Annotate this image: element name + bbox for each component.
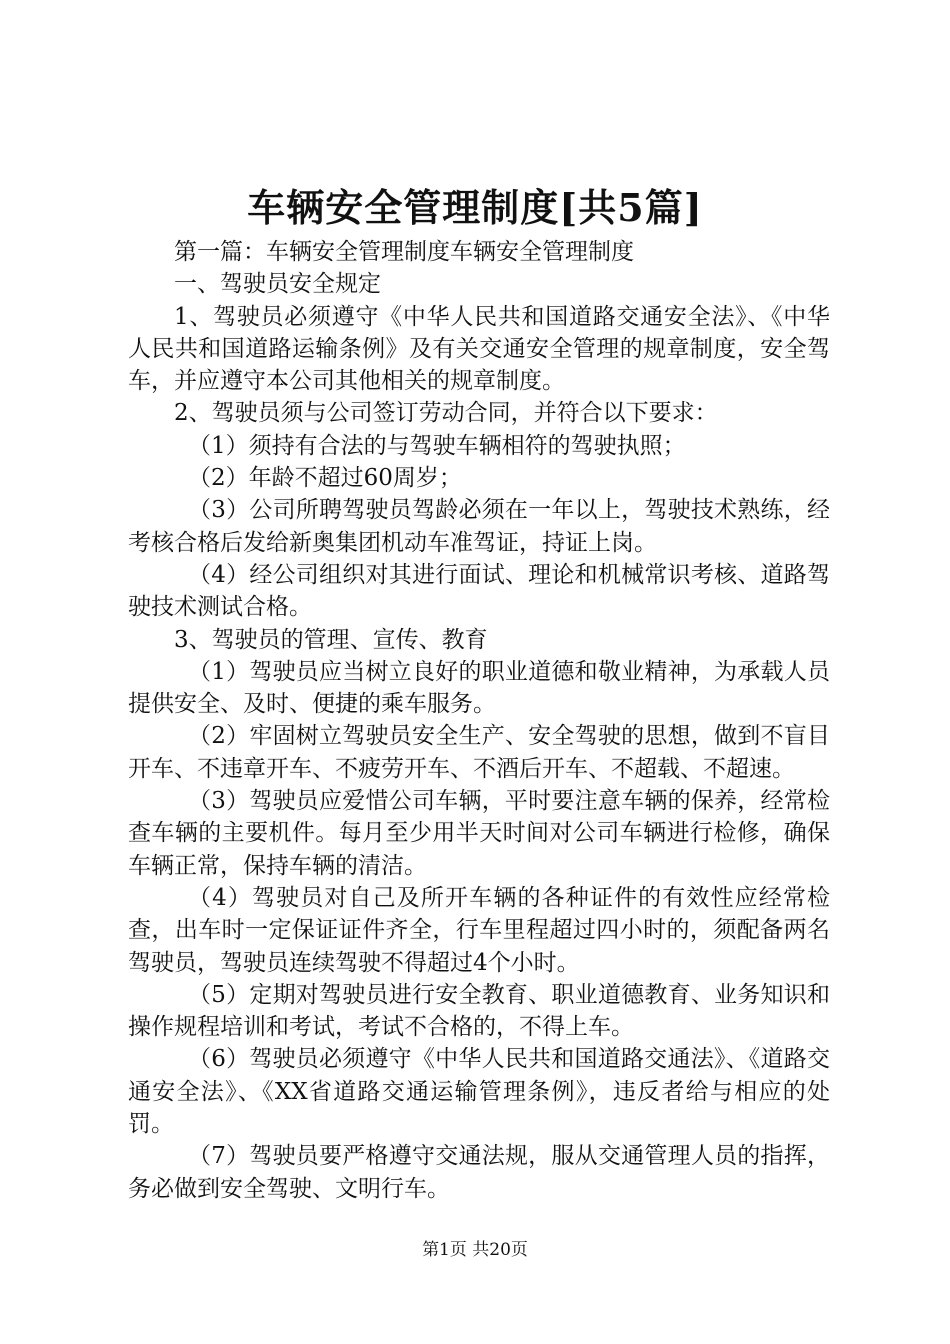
list-item: （3）驾驶员应爱惜公司车辆，平时要注意车辆的保养，经常检查车辆的主要机件。每月至少用半天时间对公司车辆进行检修，确保车辆正常，保持车辆的清洁。 bbox=[128, 788, 830, 879]
paragraph: 3、驾驶员的管理、宣传、教育 bbox=[174, 626, 488, 653]
list-item: （3）公司所聘驾驶员驾龄必须在一年以上，驾驶技术熟练，经考核合格后发给新奥集团机动车准驾证，持证上岗。 bbox=[128, 497, 830, 556]
section-heading: 第一篇：车辆安全管理制度车辆安全管理制度 bbox=[174, 239, 634, 265]
list-item: （7）驾驶员要严格遵守交通法规，服从交通管理人员的指挥，务必做到安全驾驶、文明行车。 bbox=[128, 1143, 830, 1202]
list-item: （1）驾驶员应当树立良好的职业道德和敬业精神，为承载人员提供安全、及时、便捷的乘车服务。 bbox=[128, 658, 830, 718]
document-title: 车辆安全管理制度[共5篇] bbox=[247, 185, 703, 230]
list-item: （5）定期对驾驶员进行安全教育、职业道德教育、业务知识和操作规程培训和考试，考试不合格的，不得上车。 bbox=[128, 981, 830, 1041]
paragraph: 2、驾驶员须与公司签订劳动合同，并符合以下要求： bbox=[174, 400, 718, 427]
list-item: （1）须持有合法的与驾驶车辆相符的驾驶执照； bbox=[188, 432, 686, 459]
list-item: （4）驾驶员对自己及所开车辆的各种证件的有效性应经常检查，出车时一定保证证件齐全，行车里程超过四小时的，须配备两名驾驶员，驾驶员连续驾驶不得超过4个小时。 bbox=[128, 884, 830, 976]
subsection-heading: 一、驾驶员安全规定 bbox=[174, 271, 381, 298]
document-body bbox=[128, 236, 830, 1205]
page-number-footer: 第1页 共20页 bbox=[422, 1240, 528, 1260]
paragraph: 1、驾驶员必须遵守《中华人民共和国道路交通安全法》、《中华人民共和国道路运输条例》及有关交通安全管理的规章制度，安全驾车，并应遵守本公司其他相关的规章制度。 bbox=[128, 303, 830, 395]
list-item: （2）年龄不超过60周岁； bbox=[188, 465, 462, 492]
list-item: （4）经公司组织对其进行面试、理论和机械常识考核、道路驾驶技术测试合格。 bbox=[128, 561, 830, 621]
list-item: （2）牢固树立驾驶员安全生产、安全驾驶的思想，做到不盲目开车、不违章开车、不疲劳开车、不酒后开车、不超载、不超速。 bbox=[128, 723, 830, 782]
list-item: （6）驾驶员必须遵守《中华人民共和国道路交通法》、《道路交通安全法》、《XX省道路交通运输管理条例》，违反者给与相应的处罚。 bbox=[128, 1046, 830, 1138]
